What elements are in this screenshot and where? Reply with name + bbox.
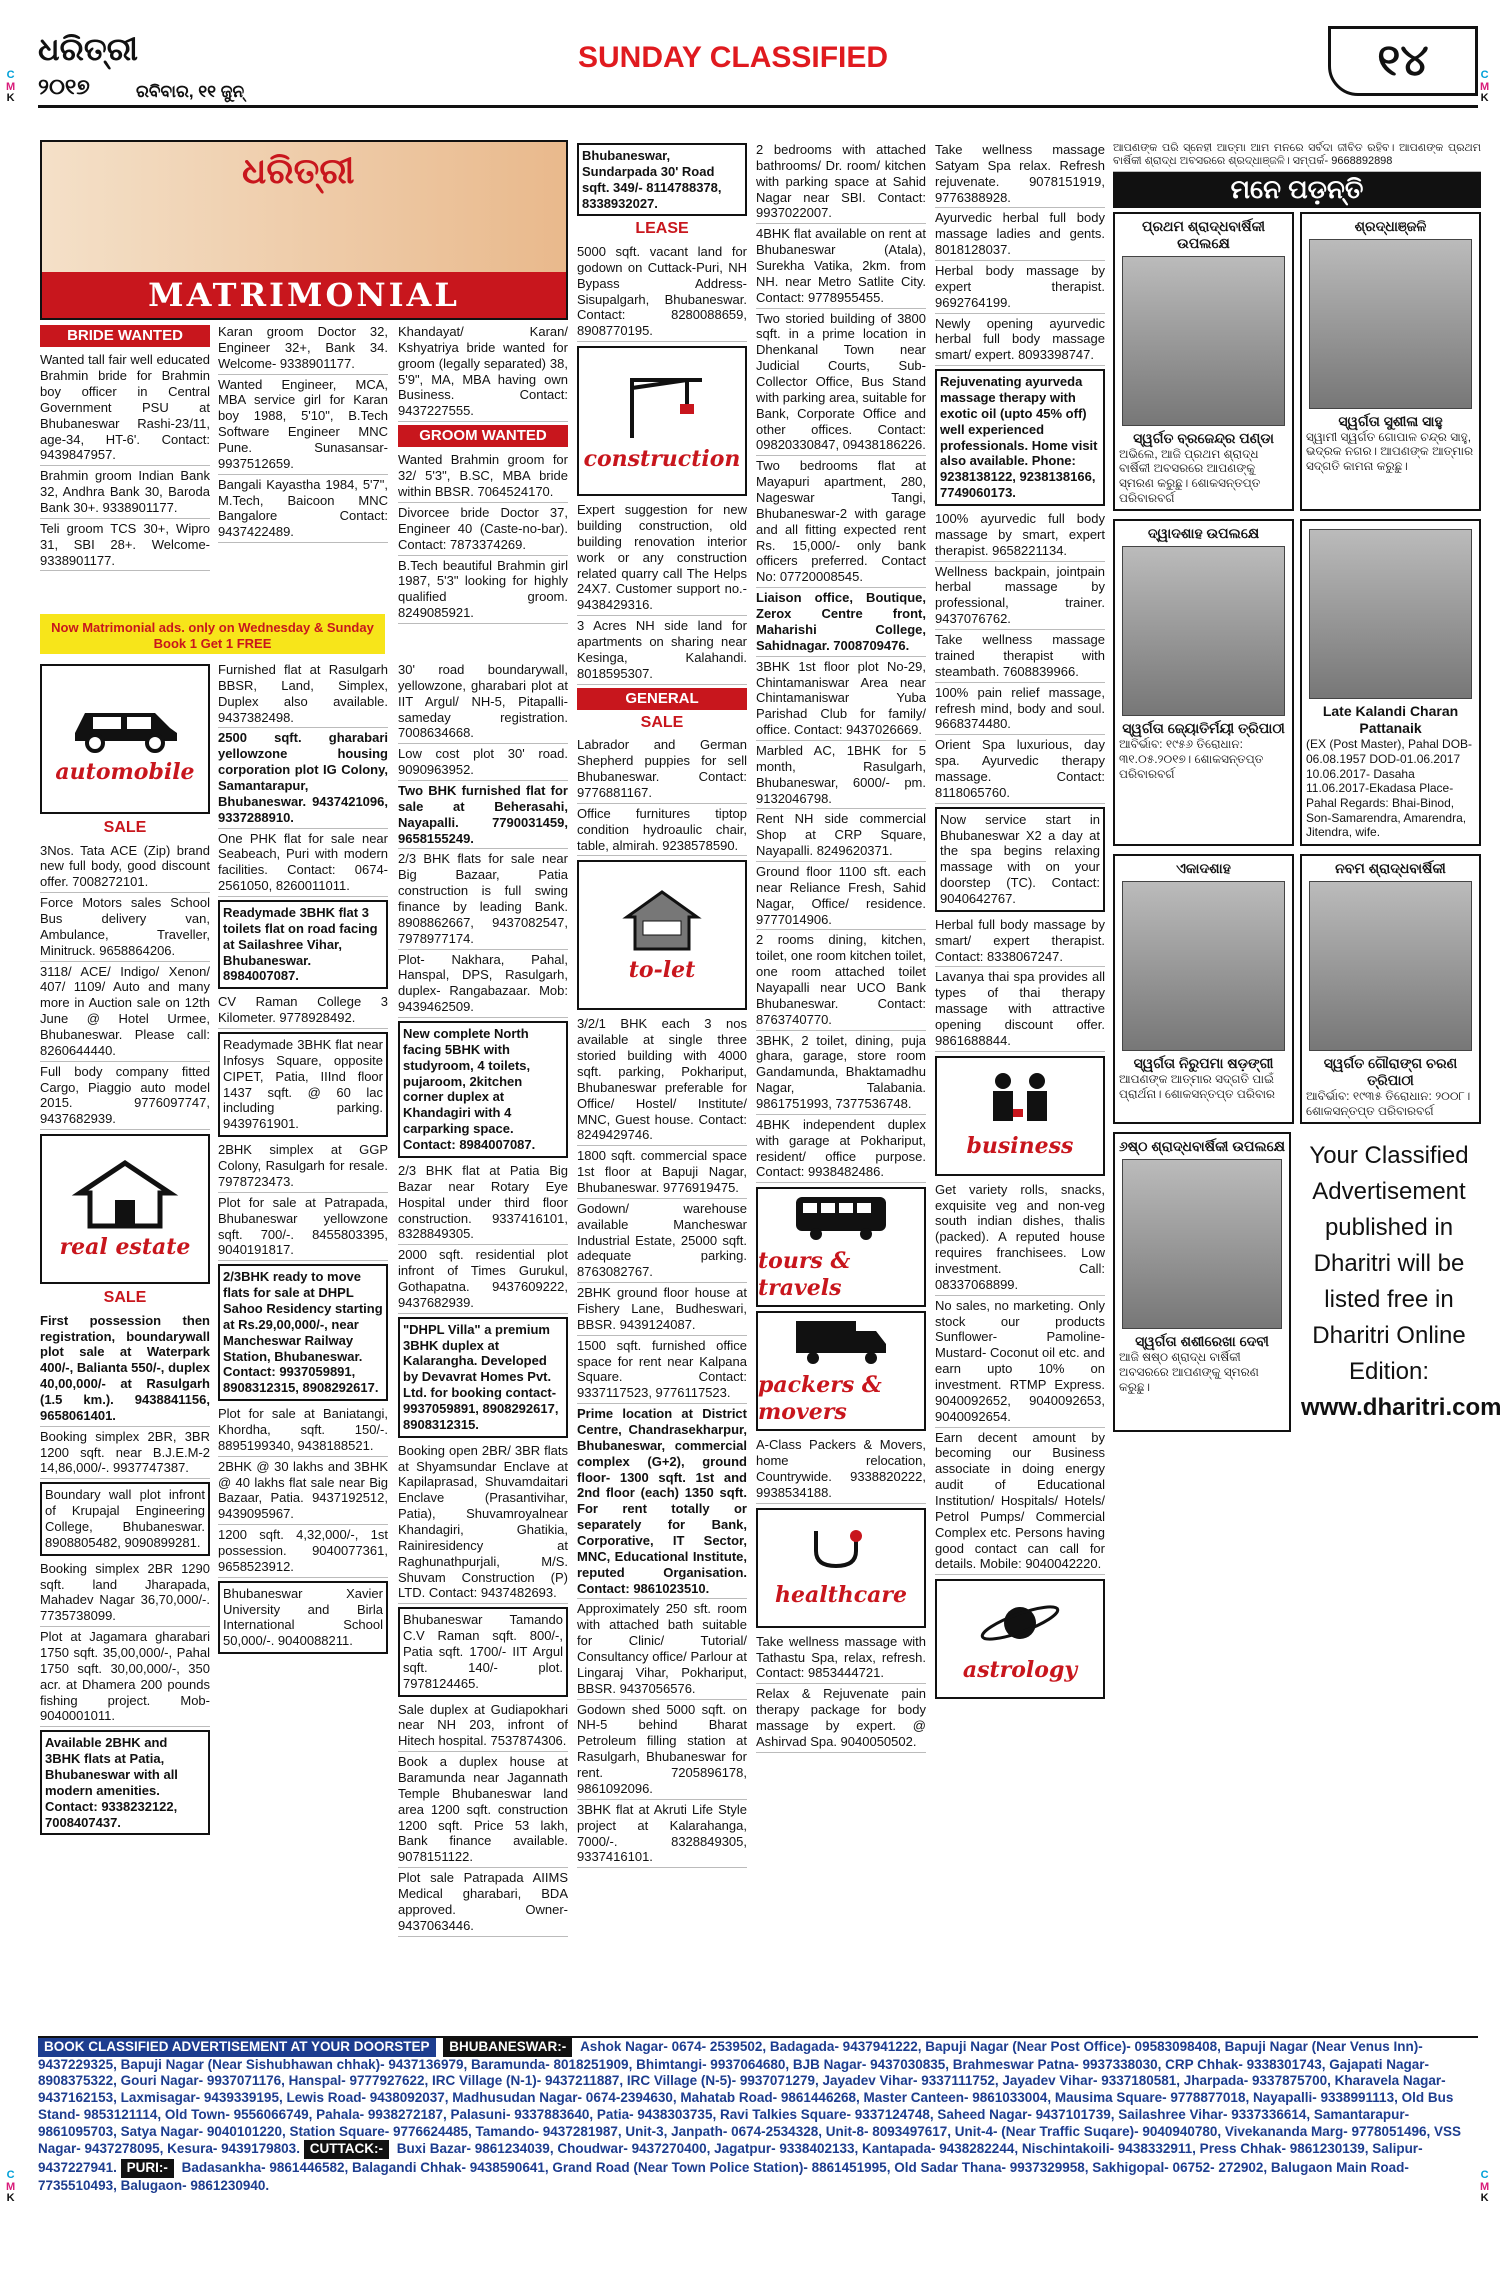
column-groom-wanted (398, 322, 568, 621)
list-item: Now service start in Bhubaneswar X2 a day at the spa begins relaxing massage with on your doorstep (TC). Contact: 9040642767. (935, 807, 1105, 912)
real-estate-label: real estate (59, 1233, 191, 1260)
obituary-box: Late Kalandi Charan Pattanaik (EX (Post Master), Pahal DOB-06.08.1957 DOD-01.06.2017 10.06.2017- Dasaha 11.06.2017-Ekadasa Place-Pahal Regards: Bhai-Binod, Son-Samarendra, Amarendra, Jitendra, wife. (1300, 519, 1481, 846)
list-item: 2/3 BHK flat at Patia Big Bazar near Rotary Eye Hospital under third floor construction. 9337416101, 8328849305. (398, 1161, 568, 1245)
list-item: First possession then registration, boundarywall plot sale at Waterpark 400/-, Balianta 550/-, duplex 40,00,000/- at Rasulgarh (1.5 km.). 9438841156, 9658061401. (40, 1311, 210, 1427)
list-item: 5000 sqft. vacant land for godown on Cuttack-Puri, NH Bypass Address- Sisupalgarh, Bhubaneswar. Contact: 8280088659, 8908770195. (577, 242, 747, 342)
stethoscope-icon (801, 1526, 881, 1576)
list-item: Book a duplex house at Baramunda near Jagannath Temple Bhubaneswar land area 1200 sqft. construction 1200 sqft. Price 53 lakh, Bank finance available. 9078151122. (398, 1752, 568, 1868)
list-item: 3Nos. Tata ACE (Zip) brand new full body, good discount offer. 7008272101. (40, 841, 210, 894)
list-item: Ayurvedic herbal full body massage ladies and gents. 8018128037. (935, 208, 1105, 261)
house-icon (70, 1158, 180, 1228)
bus-icon (791, 1192, 891, 1242)
mane-padutthi-heading: ମନେ ପଡ଼ନ୍ତି (1113, 172, 1481, 208)
column-obituaries (1113, 140, 1501, 2030)
list-item: Brahmin groom Indian Bank 32, Andhra Bank 30, Baroda Bank 30+. 9338901177. (40, 466, 210, 519)
list-item: 1200 sqft. 4,32,000/-, 1st possession. 9040077361, 9658523912. (218, 1525, 388, 1578)
list-item: Godown/ warehouse available Mancheswar Industrial Estate, 25000 sqft. adequate parking. 8763082767. (577, 1199, 747, 1283)
list-item: 2/3BHK ready to move flats for sale at DHPL Sahoo Residency starting at Rs.29,00,000/-, near Mancheswar Railway Station, Bhubaneswar. Contact: 9937059891, 8908312315, 8908292617. (218, 1264, 388, 1401)
page-number: ୧୪ (1328, 26, 1478, 96)
footer-cuttack-list: Buxi Bazar- 9861234039, Choudwar- 9437270400, Jagatpur- 9338402133, Kantapada- 9438282244, Nischintakoili- 9438332911, Press Chhak- 9861230139, Salipur- 9437227941. (38, 2141, 1423, 2176)
list-item: 2500 sqft. gharabari yellowzone housing corporation plot IG Colony, Samantarapur, Bhubaneswar. 9437421096, 9337288910. (218, 728, 388, 828)
masthead: ଧରିତ୍ରୀ (38, 31, 138, 67)
portrait-photo (1122, 881, 1284, 1051)
healthcare-label: healthcare (775, 1582, 907, 1609)
tours-label: tours & travels (758, 1248, 851, 1302)
list-item: 2BHK @ 30 lakhs and 3BHK @ 40 lakhs flat sale near Big Bazaar, Patia. 9437192512, 9439095967. (218, 1457, 388, 1525)
masthead-year: ୨୦୧୭ (38, 74, 90, 99)
list-item: 1800 sqft. commercial space 1st floor at Bapuji Nagar, Bhubaneswar. 9776919475. (577, 1146, 747, 1199)
astrology-section-logo (935, 1579, 1105, 1699)
footer-bbsr: BHUBANESWAR:- (443, 2038, 572, 2057)
list-item: 2 rooms dining, kitchen, toilet, one room kitchen toilet, one room attached toilet Nayapalli near UCO Bank Bhubaneswar. Contact: 8763740770. (756, 930, 926, 1030)
list-item: Approximately 250 sft. room with attached bath suitable for Clinic/ Tutorial/ Consultancy office/ Parlour at Lingaraj Vihar, Pokhariput, BBSR. 9437056576. (577, 1599, 747, 1699)
list-item: Two storied building of 3800 sqft. in a prime location in Dhenkanal Town near Judicial Courts, Sub-Collector Office, Bus Stand with parking area, suitable for Bank, Corporate Office and other offices. Contact: 09820330847, 09438186226. (756, 309, 926, 457)
list-item: Wanted Brahmin groom for 32/ 5'3", B.SC, MBA bride within BBSR. 7064524170. (398, 450, 568, 503)
list-item: 3BHK, 2 toilet, dining, puja ghara, garage, store room Gandamunda, Bhaktamadhu Nagar, Talabania. 9861751993, 7377536748. (756, 1031, 926, 1115)
list-item: 3/2/1 BHK each 3 nos available at single three storied building with 4000 sqft. parking, Pokhariput, Bhubaneswar preferable for Office/ Hostel/ Institute/ MNC, Guest house. Contact: 8249429746. (577, 1014, 747, 1146)
list-item: Sale duplex at Gudiapokhari near NH 203, infront of Hitech hospital. 7537874306. (398, 1700, 568, 1753)
list-item: 100% pain relief massage, refresh mind, body and soul. 9668374480. (935, 683, 1105, 736)
registration-mark-bottom-left: C M K (6, 2169, 16, 2205)
list-item: Earn decent amount by becoming our Business associate in doing energy audit of Educational Institution/ Hospitals/ Hotels/ Petrol Pumps/ Commercial Complex etc. Persons having good contact can call for details. Mobile: 9040042220. (935, 1428, 1105, 1576)
list-item: Wanted tall fair well educated Brahmin bride for Brahmin boy officer in Central Government PSU at Bhubaneswar Rashi-23/11, age-34, HT-6'. Contact: 9439847957. (40, 350, 210, 466)
list-item: 2 bedrooms with attached bathrooms/ Dr. room/ kitchen with parking space at Sahid Nagar near SBI. Contact: 9937022007. (756, 140, 926, 224)
automobile-label: automobile (55, 758, 195, 785)
tours-section-logo (756, 1187, 926, 1307)
obituary-box: ଶ୍ରଦ୍ଧାଞ୍ଜଳି ସ୍ୱର୍ଗତା ସୁଶୀଳା ସାହୁ ସ୍ୱାମୀ ସ୍ୱର୍ଗତ ଗୋପାଳ ଚନ୍ଦ୍ର ସାହୁ, ଭଦ୍ରକ ନଗର। ଆପଣଙ୍କ ଆତ୍ମାର ସଦ୍ଗତି କାମନା କରୁଛୁ। (1300, 212, 1481, 512)
list-item: Expert suggestion for new building construction, old building renovation interior work or any construction related quarry call The Helps 24X7. Customer support no.- 9438429316. (577, 500, 747, 616)
list-item: 3118/ ACE/ Indigo/ Xenon/ 407/ 1109/ Auto and many more in Auction sale on 12th June @ Hotel Urmee, Bhubaneswar. Please call: 8260644440. (40, 962, 210, 1062)
list-item: Rent NH side commercial Shop at CRP Square, Nayapalli. 8249620371. (756, 809, 926, 862)
list-item: Rejuvenating ayurveda massage therapy with exotic oil (upto 45% off) well experienced professionals. Home visit also available. Phone: 9238138122, 9238138166, 7749060173. (935, 369, 1105, 506)
column-real-estate-2 (218, 660, 388, 2030)
banner-title: MATRIMONIAL (42, 272, 566, 318)
list-item: Bhubaneswar Xavier University and Birla International School 50,000/-. 9040088211. (218, 1581, 388, 1654)
list-item: 4BHK independent duplex with garage at Pokhariput, resident/ office purpose. Contact: 9938482486. (756, 1115, 926, 1183)
portrait-photo (1309, 529, 1471, 699)
list-item: 1500 sqft. furnished office space for rent near Kalpana Square. Contact: 9337117523, 9776117523. (577, 1336, 747, 1404)
list-item: Take wellness massage trained therapist with steambath. 7608839966. (935, 630, 1105, 683)
column-lease-general (577, 140, 747, 2030)
auto-sale-heading: SALE (103, 819, 147, 836)
list-item: Newly opening ayurvedic herbal full body massage smart/ expert. 8093398747. (935, 314, 1105, 367)
list-item: Low cost plot 30' road. 9090963952. (398, 744, 568, 781)
list-item: Office furnitures tiptop condition hydroaulic chair, table, almirah. 9238578590. (577, 804, 747, 857)
matrimonial-promo: Now Matrimonial ads. only on Wednesday & Sunday Book 1 Get 1 FREE (40, 614, 385, 654)
list-item: Liaison office, Boutique, Zerox Centre front, Maharishi College, Sahidnagar. 7008709476. (756, 588, 926, 656)
to-let-label: to-let (628, 956, 696, 983)
truck-icon (791, 1316, 891, 1366)
column-bride-wanted (40, 322, 210, 612)
list-item: 3 Acres NH side land for apartments on sharing near Kesinga, Kalahandi. 8018595307. (577, 616, 747, 684)
construction-label: construction (583, 445, 741, 472)
list-item: One PHK flat for sale near Seabeach, Puri with modern facilities. Contact: 0674-2561050, 8260011011. (218, 829, 388, 897)
list-item: Herbal full body massage by smart/ expert therapist. Contact: 8338067247. (935, 915, 1105, 968)
list-item: Labrador and German Shepherd puppies for sell Bhubaneswar. Contact: 9776881167. (577, 735, 747, 803)
list-item: "DHPL Villa" a premium 3BHK duplex at Kalarangha. Developed by Devavrat Homes Pvt. Ltd. for booking contact- 9937059891, 8908292617, 8908312315. (398, 1317, 568, 1438)
groom-wanted-heading: GROOM WANTED (398, 425, 568, 447)
list-item: 3BHK 1st floor plot No-29, Chintamaniswar Area near Chintamaniswar Yuba Parishad Club for family/ office. Contact: 9437026669. (756, 657, 926, 741)
list-item: 2BHK ground floor house at Fishery Lane, Budheswari, BBSR. 9439124087. (577, 1283, 747, 1336)
list-item: Full body company fitted Cargo, Piaggio auto model 2015. 9776097747, 9437682939. (40, 1062, 210, 1130)
matrimonial-banner (40, 140, 568, 320)
list-item: Khandayat/ Karan/ Kshyatriya bride wanted for groom (legally separated) 38, 5'9", MA, MBA having own Business. Contact: 9437227555. (398, 322, 568, 422)
portrait-photo (1122, 546, 1284, 716)
to-let-house-icon (617, 887, 707, 951)
portrait-photo (1122, 256, 1284, 426)
lease-heading: LEASE (635, 220, 689, 238)
list-item: Herbal body massage by expert therapist. 9692764199. (935, 261, 1105, 314)
list-item: CV Raman College 3 Kilometer. 9778928492. (218, 992, 388, 1029)
list-item: Take wellness massage Satyam Spa relax. Refresh rejuvenate. 9078151919, 9776388928. (935, 140, 1105, 208)
astrology-label: astrology (962, 1656, 1078, 1683)
obituary-box: ଦ୍ୱାଦଶାହ ଉପଲକ୍ଷେ ସ୍ୱର୍ଗତା ଜ୍ୟୋତିର୍ମୟୀ ତ୍ରିପାଠୀ ଆବିର୍ଭାବ: ୧୯୫୬ ତିରୋଧାନ: ୩୧.୦୫.୨୦୧୭। ଶୋକସନ୍ତପ୍ତ ପରିବାରବର୍ଗ (1113, 519, 1294, 846)
list-item: Booking simplex 2BR, 3BR 1200 sqft. near B.J.E.M-2 14,86,000/-. 9937747387. (40, 1427, 210, 1480)
list-item: Bhubaneswar Tamando C.V Raman sqft. 800/-, Patia sqft. 1700/- IIT Argul sqft. 140/- plot. 7978124465. (398, 1607, 568, 1696)
issue-date: ରବିବାର, ୧୧ ଜୁନ୍ (136, 82, 245, 101)
list-item: Boundary wall plot infront of Krupajal Engineering College, Bhubaneswar. 8908805482, 9090899281. (40, 1482, 210, 1555)
banner-brand: ଧରିତ୍ରୀ (242, 151, 355, 191)
dharitri-url[interactable]: www.dharitri.com (1301, 1394, 1501, 1422)
portrait-photo (1309, 881, 1471, 1051)
list-item: 2/3 BHK flats for sale near Big Bazaar, Patia construction is full swing finance by leading Bank. 8908862667, 9437082547, 7978977174. (398, 849, 568, 949)
list-item: Ground floor 1100 sft. each near Reliance Fresh, Sahid Nagar, Office/ residence. 9777014906. (756, 862, 926, 930)
packers-label: packers & movers (758, 1372, 882, 1426)
crane-icon (612, 370, 712, 440)
list-item: 100% ayurvedic full body massage by smart, expert therapist. 9658221134. (935, 509, 1105, 562)
obituary-box: ୬ଷ୍ଠ ଶ୍ରାଦ୍ଧବାର୍ଷିକୀ ଉପଲକ୍ଷେ ସ୍ୱର୍ଗତା ଶଶୀରେଖା ଦେବୀ ଆଜି ଷଷ୍ଠ ଶ୍ରାଦ୍ଧ ବାର୍ଷିକୀ ଅବସରରେ ଆପଣଙ୍କୁ ସ୍ମରଣ କରୁଛୁ। (1113, 1132, 1291, 1432)
business-section-logo (935, 1056, 1105, 1176)
list-item: 30' road boundarywall, yellowzone, gharabari plot at IIT Argul/ NH-5, Pitapalli- sameday registration. 7008634668. (398, 660, 568, 744)
page-header (38, 22, 1478, 108)
registration-mark-right: C M K (1480, 69, 1490, 105)
list-item: Orient Spa luxurious, day spa. Ayurvedic therapy massage. Contact: 8118065760. (935, 735, 1105, 803)
car-icon (65, 693, 185, 753)
list-item: 2BHK simplex at GGP Colony, Rasulgarh for resale. 7978723473. (218, 1140, 388, 1193)
list-item: Plot for sale at Baniatangi, Khordha, sqft. 150/-. 8895199340, 9438188521. (218, 1404, 388, 1457)
list-item: Wanted Engineer, MCA, MBA service girl for Karan boy 1988, 5'10", B.Tech Software Engineer MNC Pune. Sunasansar- 9937512659. (218, 375, 388, 475)
list-item: Get variety rolls, snacks, exquisite veg and non-veg south indian dishes, thalis (packed). A reputed house requires franchisees. Low investment. Call: 08337068899. (935, 1180, 1105, 1296)
list-item: Readymade 3BHK flat near Infosys Square, opposite CIPET, Patia, IIInd floor 1437 sqft. @ 60 lac including parking. 9439761901. (218, 1032, 388, 1137)
column-automobile (40, 660, 210, 2030)
column-to-let-2 (756, 140, 926, 2030)
list-item: Plot- Nakhara, Pahal, Hanspal, DPS, Rasulgarh, duplex- Rangabazaar. Mob: 9439462509. (398, 950, 568, 1018)
general-heading: GENERAL (577, 688, 747, 710)
packers-section-logo (756, 1311, 926, 1431)
list-item: Marbled AC, 1BHK for 5 month, Rasulgarh, Bhubaneswar, 6000/- pm. 9132046798. (756, 741, 926, 809)
obituary-box: ଏକାଦଶାହ ସ୍ୱର୍ଗତା ନିରୁପମା ଷଡ଼ଙ୍ଗୀ ଆପଣଙ୍କ ଆତ୍ମାର ସଦ୍ଗତି ପାଇଁ ପ୍ରାର୍ଥନା। ଶୋକସନ୍ତପ୍ତ ପରିବାର (1113, 854, 1294, 1124)
automobile-section-logo (40, 664, 210, 814)
list-item: Relax & Rejuvenate pain therapy package for body massage by expert. @ Ashirvad Spa. 9040050502. (756, 1684, 926, 1752)
list-item: Karan groom Doctor 32, Engineer 32+, Bank 34. Welcome- 9338901177. (218, 322, 388, 375)
list-item: Plot for sale at Patrapada, Bhubaneswar yellowzone sqft. 700/-. 8455803395, 9040191817. (218, 1193, 388, 1261)
section-title: SUNDAY CLASSIFIED (578, 41, 889, 74)
online-listing-notice: Your Classified Advertisement published in Dharitri will be listed free in Dharitri Online Edition: www.dharitri.com (1297, 1128, 1481, 1436)
footer-heading: BOOK CLASSIFIED ADVERTISEMENT AT YOUR DOORSTEP (38, 2038, 436, 2057)
general-sale-heading: SALE (640, 713, 684, 731)
column-business (935, 140, 1105, 2030)
footer-bbsr-list: Ashok Nagar- 0674- 2539502, Badagada- 9437941222, Bapuji Nagar (Near Post Office)- 09583098408, Bapuji Nagar (Near Venus Inn)- 9437229325, Bapuji Nagar (Near Sishubhawan chhak)- 9437136979, Baramunda- 8018251909, Bhimtangi- 9937064680, BJB Nagar- 9437030835, Brahmeswar Patna- 9937338030, CRP Chhak- 9338301743, Gajapati Nagar- 8908375322, Gouri Nagar- 9937071176, Hanspal- 9777927622, IRC Village (N-1)- 9437211887, IRC Village (N-5)- 9937071279, Jayadev Vihar- 9337111752, Jayadev Vihar- 9337180581, Jharpada- 9337875700, Kharavela Nagar- 9437162153, Laxmisagar- 9439339195, Lewis Road- 9438092037, Madhusudan Nagar- 0674-2394630, Mahatab Road- 9861446268, Master Canteen- 9861033004, Mausima Square- 9778877018, Nayapalli- 9338991113, Old Bus Stand- 9853121114, Old Town- 9556066749, Pahala- 9938272187, Palasuni- 9337883640, Patia- 9438303735, Ravi Talkies Square- 9337124748, Saheed Nagar- 9437101739, Sailashree Vihar- 9337336614, Samantarapur- 9861095703, Satya Nagar- 9040101220, Station Square- 9776624485, Tamando- 9437281987, Unit-3, Janpath- 0674-2534328, Unit-8- 8093497617, Unit-4- (Near Traffic Suqare)- 9040940780, Vivekananda Marg- 9778051496, VSS Nagar- 9437278095, Kesura- 9439179803. (38, 2039, 1462, 2157)
list-item: 2000 sqft. residential plot infront of Times Gurukul, Gothapatna. 9437609222, 9437682939. (398, 1245, 568, 1313)
footer-cuttack: CUTTACK:- (304, 2140, 389, 2159)
list-item: Furnished flat at Rasulgarh BBSR, Land, Simplex, Duplex also available. 9437382498. (218, 660, 388, 728)
list-item: Available 2BHK and 3BHK flats at Patia, Bhubaneswar with all modern amenities. Contact: 9338232122, 7008407437. (40, 1730, 210, 1835)
list-item: Booking simplex 2BR 1290 sqft. land Jharapada, Mahadev Nagar 36,70,000/-. 7735738099. (40, 1559, 210, 1627)
list-item: Force Motors sales School Bus delivery van, Ambulance, Traveller, Minitruck. 9658864206. (40, 893, 210, 961)
portrait-photo (1309, 239, 1471, 409)
bride-wanted-heading: BRIDE WANTED (40, 325, 210, 347)
list-item: Divorcee bride Doctor 37, Engineer 40 (Caste-no-bar). Contact: 7873374269. (398, 503, 568, 556)
registration-mark-bottom-right: C M K (1480, 2169, 1490, 2205)
obituary-notice: ଆପଣଙ୍କ ପରି ସ୍ନେହୀ ଆତ୍ମା ଆମ ମନରେ ସର୍ବଦା ଜୀବିତ ରହିବ। ଆପଣଙ୍କ ପ୍ରଥମ ବାର୍ଷିକୀ ଶ୍ରାଦ୍ଧ ଅବସରରେ ଶ୍ରଦ୍ଧାଞ୍ଜଳି। ସମ୍ପର୍କ- 9668892898 (1113, 140, 1481, 172)
construction-section-logo (577, 346, 747, 496)
list-item: Two BHK furnished flat for sale at Beherasahi, Nayapalli. 7790031459, 9658155249. (398, 781, 568, 849)
list-item: New complete North facing 5BHK with studyroom, 4 toilets, pujaroom, 2kitchen corner duplex at Khandagiri with 4 carparking space. Contact: 8984007087. (398, 1021, 568, 1158)
list-item: Two bedrooms flat at Mayapuri apartment, 280, Nageswar Tangi, Bhubaneswar-2 with garage and all fitting expected rent Rs. 15,000/- only bank officers preferred. Contact No: 07720008545. (756, 456, 926, 588)
column-real-estate-3 (398, 660, 568, 2030)
list-item: Plot at Jagamara gharabari 1750 sqft. 35,00,000/-, Pahal 1750 sqft. 30,00,000/-, 350 acr. at Dhamera 200 pounds fishing project. Mob- 9040001011. (40, 1627, 210, 1727)
list-item: Prime location at District Centre, Chandrasekharpur, Bhubaneswar, commercial complex (G+2), ground floor- 1300 sqft. 1st and 2nd floor (each) 1350 sqft. For rent totally or separately for Bank, Corporative, IT Sector, MNC, Educational Institute, reputed Organisation. Contact: 9861023510. (577, 1404, 747, 1599)
registration-mark-left: C M K (6, 69, 16, 105)
list-item: Lavanya thai spa provides all types of thai therapy massage with attractive opening discount offer. 9861688844. (935, 967, 1105, 1051)
re-sale-heading: SALE (103, 1289, 147, 1307)
list-item: Wellness backpain, jointpain herbal massage by professional, trainer. 9437076762. (935, 562, 1105, 630)
obituary-box: ପ୍ରଥମ ଶ୍ରାଦ୍ଧବାର୍ଷିକୀ ଉପଲକ୍ଷେ ସ୍ୱର୍ଗତ ବ୍ରଜେନ୍ଦ୍ର ପଣ୍ଡା ଅଭିଲେ, ଆଜି ପ୍ରଥମ ଶ୍ରାଦ୍ଧ ବାର୍ଷିକୀ ଅବସରରେ ଆପଣଙ୍କୁ ସ୍ମରଣ କରୁଛୁ। ଶୋକସନ୍ତପ୍ତ ପରିବାରବର୍ଗ (1113, 212, 1294, 512)
footer-booking-centers (38, 2036, 1478, 2194)
obituary-box: ନବମ ଶ୍ରାଦ୍ଧବାର୍ଷିକୀ ସ୍ୱର୍ଗତ ଗୌରାଙ୍ଗ ଚରଣ ତ୍ରିପାଠୀ ଆବିର୍ଭାବ: ୧୯୩୫ ତିରୋଧାନ: ୨୦୦୮। ଶୋକସନ୍ତପ୍ତ ପରିବାରବର୍ଗ (1300, 854, 1481, 1124)
list-item: Booking open 2BR/ 3BR flats at Shyamsundar Enclave at Kapilaprasad, Shuvamdaitari Enclave (Prasantivihar, Patia), Shuvamroyalnear Khandagiri, Ghatikia, Rainiresidency at Raghunathpurjali, M/S. Shuvam Construction (P) LTD. Contact: 9437482693. (398, 1441, 568, 1605)
list-item: No sales, no marketing. Only stock our products Sunflower- Pamoline- Mustard- Coconut oil etc. and earn upto 10% on investment. RTMP Express. 9040092652, 9040092653, 9040092654. (935, 1296, 1105, 1428)
list-item: Readymade 3BHK flat 3 toilets flat on road facing at Sailashree Vihar, Bhubaneswar. 8984007087. (218, 900, 388, 989)
footer-puri-list: Badasankha- 9861446582, Balagandi Chhak- 9438590641, Grand Road (Near Town Police Station)- 8861451995, Old Sadar Thana- 9937329958, Sakhigopal- 06752- 272902, Balugaon Main Road- 7735510493, Balugaon- 9861230940. (38, 2160, 1409, 2193)
list-item: 3BHK flat at Akruti Life Style project at Kalarahanga, 7000/-. 8328849305, 9337416101. (577, 1800, 747, 1868)
to-let-section-logo (577, 860, 747, 1010)
list-item: A-Class Packers & Movers, home relocation, Countrywide. 9338820222, 9938534188. (756, 1435, 926, 1503)
list-item: Bangali Kayastha 1984, 5'7", M.Tech, Baicoon MNC Bangalore Contact: 9437422489. (218, 475, 388, 543)
list-item: Godown shed 5000 sqft. on NH-5 behind Bharat Petroleum filling station at Rasulgarh, Bhubaneswar for rent. 7205896178, 9861092096. (577, 1700, 747, 1800)
list-item: 4BHK flat available on rent at Bhubaneswar (Atala), Surekha Vatika, 2km. from NH. near Metro Satlite City. Contact: 9778955455. (756, 224, 926, 308)
business-label: business (966, 1133, 1074, 1160)
real-estate-section-logo (40, 1134, 210, 1284)
list-item: Bhubaneswar, Sundarpada 30' Road sqft. 349/- 8114788378, 8338932027. (577, 143, 747, 216)
planet-icon (975, 1595, 1065, 1651)
healthcare-section-logo (756, 1508, 926, 1628)
list-item: Teli groom TCS 30+, Wipro 31, SBI 28+. Welcome- 9338901177. (40, 519, 210, 572)
portrait-photo (1122, 1159, 1281, 1329)
column-matrimonial-2 (218, 322, 388, 612)
businessmen-icon (975, 1071, 1065, 1127)
footer-puri: PURI:- (121, 2159, 174, 2178)
list-item: B.Tech beautiful Brahmin girl 1987, 5'3" looking for highly qualified groom. 8249085921. (398, 556, 568, 624)
list-item: Take wellness massage with Tathastu Spa, relax, refresh. Contact: 9853444721. (756, 1632, 926, 1685)
list-item: Plot sale Patrapada AIIMS Medical gharabari, BDA approved. Owner- 9437063446. (398, 1868, 568, 1936)
